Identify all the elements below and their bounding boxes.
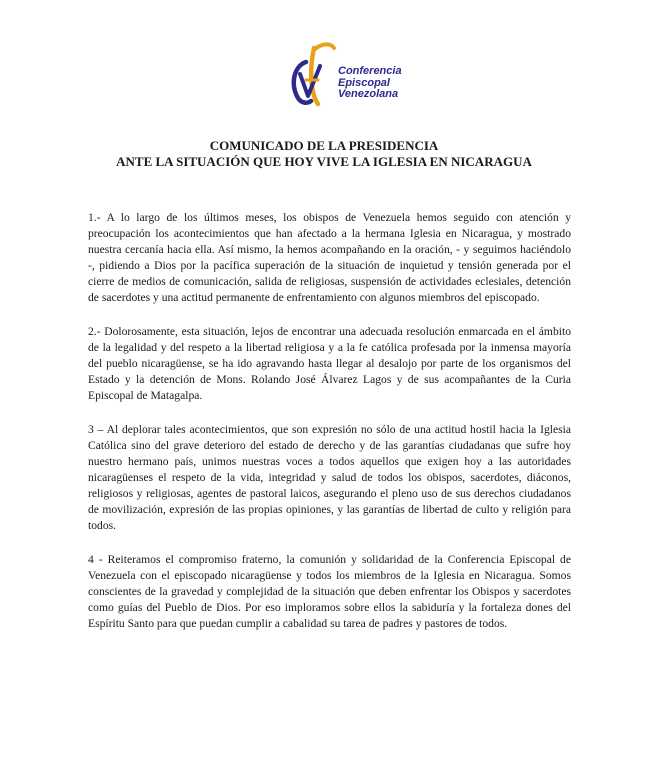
logo-wordmark	[338, 66, 402, 101]
document-body	[88, 210, 571, 650]
paragraph-2: 2.- Dolorosamente, esta situación, lejos de encontrar una adecuada resolución enmarcada en el ámbito de la legalidad y del respeto a la libertad religiosa y a la fe católica profesada por la inmensa mayoría del pueblo nicaragüense, se ha ido agravando hasta llegar al desalojo por parte de los organismos del Estado y la detención de Mons. Rolando José Álvarez Lagos y de sus acompañantes de la Curia Episcopal de Matagalpa.	[88, 325, 571, 402]
logo-line-1: Conferencia	[338, 65, 402, 77]
paragraph-3: 3 – Al deplorar tales acontecimientos, que son expresión no sólo de una actitud hostil hacia la Iglesia Católica sino del grave deterioro del estado de derecho y de las garantías ciudadanas que sufre hoy nuestro hermano país, unimos nuestras voces a todos aquellos que exigen hoy a las autoridades nicaragüenses el respeto de la vida, integridad y salud de todos los obispos, sacerdotes, diáconos, religiosos y religiosas, agentes de pastoral laicos, asegurando el pleno uso de sus derechos ciudadanos de movilización, expresión de las propias opiniones, y las garantías de libertad de culto y religión para todos.	[88, 423, 571, 532]
logo-line-3: Venezolana	[338, 88, 399, 100]
title-line-1: COMUNICADO DE LA PRESIDENCIA	[209, 138, 439, 153]
cev-logo	[284, 40, 424, 110]
logo-line-2: Episcopal	[338, 76, 390, 89]
paragraph-4: 4 - Reiteramos el compromiso fraterno, la comunión y solidaridad de la Conferencia Episcopal de Venezuela con el episcopado nicaragüense y todos los miembros de la Iglesia en Nicaragua. Somos conscientes de la gravedad y complejidad de la situación que deben enfrentar los Obispos y sacerdotes como guías del Pueblo de Dios. Por eso imploramos sobre ellos la sabiduría y la fortaleza dones del Espíritu Santo para que puedan cumplir a cabalidad su tarea de padres y pastores de todos.	[88, 553, 571, 630]
paragraph-1: 1.- A lo largo de los últimos meses, los obispos de Venezuela hemos seguido con atención y preocupación los acontecimientos que han afectado a la hermana Iglesia en Nicaragua, y mostrado nuestra cercanía hacia ella. Así mismo, la hemos acompañando en la oración, - y seguimos haciéndolo -, pidiendo a Dios por la pacífica superación de la situación de inquietud y tensión generada por el cierre de medios de comunicación, salida de religiosas, suspensión de actividades eclesiales, detención de sacerdotes y una actitud permanente de enfrentamiento con algunos miembros del episcopado.	[88, 211, 571, 304]
cev-emblem-icon	[284, 40, 340, 110]
title-line-2: ANTE LA SITUACIÓN QUE HOY VIVE LA IGLESIA EN NICARAGUA	[116, 154, 532, 169]
document-title	[60, 138, 588, 170]
